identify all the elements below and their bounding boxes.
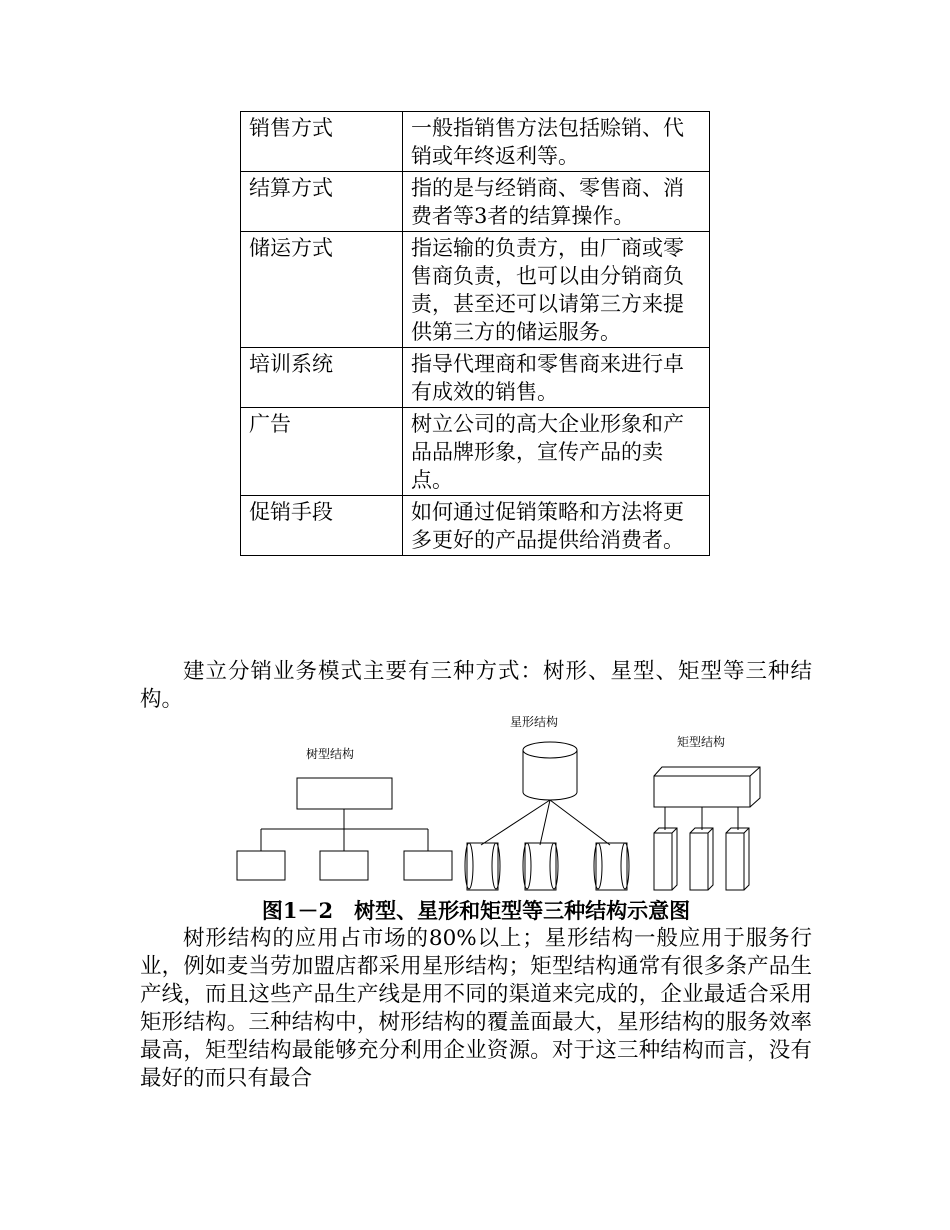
table-row — [241, 112, 710, 172]
row-key: 促销手段 — [241, 496, 403, 556]
star-hub-cylinder — [523, 742, 577, 800]
table-row — [241, 348, 710, 408]
table-row — [241, 496, 710, 556]
tree-structure — [237, 778, 452, 880]
table-row — [241, 408, 710, 496]
row-value: 一般指销售方法包括赊销、代销或年终返利等。 — [403, 112, 710, 172]
tree-child-node — [320, 851, 368, 880]
row-value: 树立公司的高大企业形象和产品品牌形象，宣传产品的卖点。 — [403, 408, 710, 496]
row-key: 广告 — [241, 408, 403, 496]
row-key: 销售方式 — [241, 112, 403, 172]
tree-structure-label: 树型结构 — [306, 747, 355, 761]
body-paragraph: 树形结构的应用占市场的80%以上；星形结构一般应用于服务行业，例如麦当劳加盟店都采用星形结构；矩型结构通常有很多条产品生产线，而且这些产品生产线是用不同的渠道来完成的，企业最适合采用矩形结构。三种结构中，树形结构的覆盖面最大，星形结构的服务效率最高，矩型结构最能够充分利用企业资源。对于这三种结构而言，没有最好的而只有最合 — [140, 926, 812, 1091]
matrix-column-block — [654, 828, 677, 890]
intro-paragraph: 建立分销业务模式主要有三种方式：树形、星型、矩型等三种结构。 — [140, 659, 812, 712]
row-value: 指运输的负责方，由厂商或零售商负责，也可以由分销商负责，甚至还可以请第三方来提供第三方的储运服务。 — [403, 232, 710, 348]
tree-child-node — [404, 851, 452, 880]
star-structure — [465, 742, 629, 890]
row-value: 指导代理商和零售商来进行卓有成效的销售。 — [403, 348, 710, 408]
row-value: 指的是与经销商、零售商、消费者等3者的结算操作。 — [403, 172, 710, 232]
matrix-structure-label: 矩型结构 — [677, 735, 726, 749]
figure-caption: 图1－2 树型、星形和矩型等三种结构示意图 — [261, 898, 691, 923]
star-node-cylinder — [465, 843, 500, 890]
table-row — [241, 232, 710, 348]
matrix-structure — [654, 767, 760, 890]
tree-child-node — [237, 851, 285, 880]
matrix-column-block — [690, 828, 713, 890]
matrix-column-block — [726, 828, 749, 890]
distribution-table — [240, 111, 710, 556]
matrix-top-block — [654, 767, 760, 807]
star-node-cylinder — [594, 843, 629, 890]
tree-root-node — [297, 778, 392, 809]
row-key: 培训系统 — [241, 348, 403, 408]
star-node-cylinder — [523, 843, 558, 890]
table-row — [241, 172, 710, 232]
star-structure-label: 星形结构 — [510, 715, 559, 729]
row-value: 如何通过促销策略和方法将更多更好的产品提供给消费者。 — [403, 496, 710, 556]
row-key: 储运方式 — [241, 232, 403, 348]
row-key: 结算方式 — [241, 172, 403, 232]
